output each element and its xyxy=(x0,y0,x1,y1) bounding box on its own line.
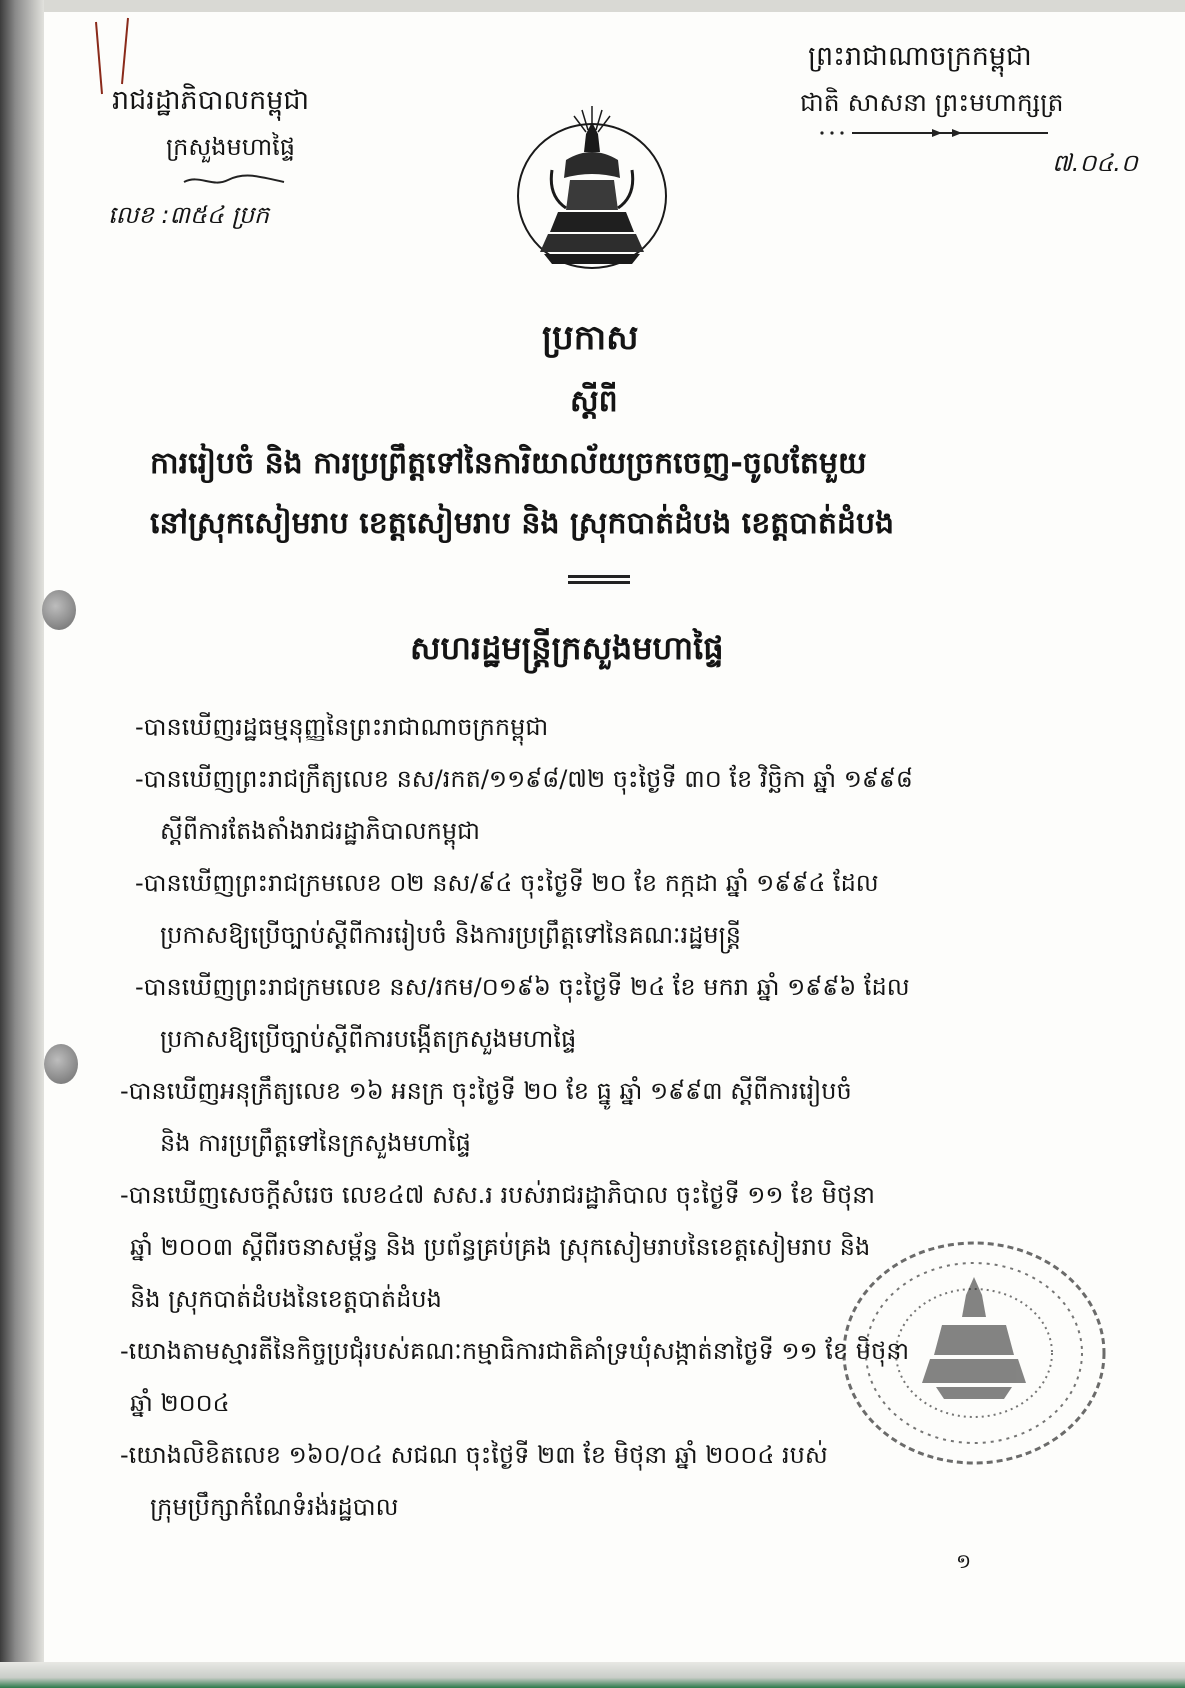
scan-top-edge xyxy=(0,0,1185,12)
body-line: -បានឃើញសេចក្តីសំរេច លេខ៤៧ សស.រ របស់រាជរដ្ឋាភិបាល ចុះថ្ងៃទី ១១ ខែ មិថុនា xyxy=(120,1181,876,1209)
body-line: ប្រកាសឱ្យប្រើច្បាប់ស្តីពីការបង្កើតក្រសួងមហាផ្ទៃ xyxy=(160,1025,577,1053)
body-line: ឆ្នាំ ២០០៣ ស្តីពីរចនាសម្ព័ន្ធ និង ប្រព័ន្ធគ្រប់គ្រង ស្រុកសៀមរាបនៃខេត្តសៀមរាប និង xyxy=(130,1233,871,1261)
scan-left-edge xyxy=(0,0,44,1688)
body-line: -យោងលិខិតលេខ ១៦០/០៤ សជណ ចុះថ្ងៃទី ២៣ ខែ មិថុនា ឆ្នាំ ២០០៤ របស់ xyxy=(120,1441,828,1469)
body-line: -យោងតាមស្មារតីនៃកិច្ចប្រជុំរបស់គណៈកម្មាធិការជាតិគាំទ្រឃុំសង្កាត់នាថ្ងៃទី ១១ ខែ មិថុនា xyxy=(120,1337,910,1365)
title-about: ស្តីពី xyxy=(570,384,618,419)
title-divider-bottom xyxy=(568,581,630,584)
body-line: ប្រកាសឱ្យប្រើច្បាប់ស្តីពីការរៀបចំ និងការប្រព្រឹត្តទៅនៃគណៈរដ្ឋមន្ត្រី xyxy=(160,921,741,949)
body-line: និង ការប្រព្រឹត្តទៅនៃក្រសួងមហាផ្ទៃ xyxy=(160,1129,471,1157)
page-number: ១ xyxy=(956,1549,972,1573)
body-line: -បានឃើញរដ្ឋធម្មនុញ្ញនៃព្រះរាជាណាចក្រកម្ពុជា xyxy=(135,713,549,741)
royal-emblem-icon xyxy=(508,100,676,276)
document-type-title: ប្រកាស xyxy=(542,318,639,358)
subject-line-2: នៅស្រុកសៀមរាប ខេត្តសៀមរាប និង ស្រុកបាត់ដំបង ខេត្តបាត់ដំបង xyxy=(150,506,895,541)
ministry-name: ក្រសួងមហាផ្ទៃ xyxy=(166,133,296,161)
body-line: -បានឃើញព្រះរាជក្រមលេខ នស/រកម/០១៩៦ ចុះថ្ងៃទី ២៤ ខែ មករា ឆ្នាំ ១៩៩៦ ដែល xyxy=(135,973,910,1001)
body-line: -បានឃើញព្រះរាជក្រឹត្យលេខ នស/រកត/១១៩៨/៧២ ចុះថ្ងៃទី ៣០ ខែ វិច្ឆិកា ឆ្នាំ ១៩៩៨ xyxy=(135,765,913,793)
issuer-heading: សហរដ្ឋមន្ត្រីក្រសួងមហាផ្ទៃ xyxy=(410,629,724,667)
body-line: ក្រុមប្រឹក្សាកំណែទំរង់រដ្ឋបាល xyxy=(150,1493,399,1521)
title-divider-top xyxy=(568,575,630,578)
body-line: និង ស្រុកបាត់ដំបងនៃខេត្តបាត់ដំបង xyxy=(130,1285,442,1313)
ornament-divider-left xyxy=(180,172,290,190)
punch-hole-top xyxy=(42,590,76,630)
handwritten-date: ៧.០៤.០ xyxy=(1052,149,1138,177)
body-line: -បានឃើញអនុក្រឹត្យលេខ ១៦ អនក្រ ចុះថ្ងៃទី ២០ ខែ ធ្នូ ឆ្នាំ ១៩៩៣ ស្តីពីការរៀបចំ xyxy=(120,1077,852,1105)
scan-bottom-edge xyxy=(0,1662,1185,1688)
reference-number: លេខ :៣៥៤ ប្រក xyxy=(108,201,270,229)
ornament-divider-right xyxy=(812,126,1052,140)
kingdom-name: ព្រះរាជាណាចក្រកម្ពុជា xyxy=(808,41,1032,72)
body-line: -បានឃើញព្រះរាជក្រមលេខ ០២ នស/៩៤ ចុះថ្ងៃទី ២០ ខែ កក្កដា ឆ្នាំ ១៩៩៤ ដែល xyxy=(135,869,879,897)
subject-line-1: ការរៀបចំ និង ការប្រព្រឹត្តទៅនៃការិយាល័យច្រកចេញ-ចូលតែមួយ xyxy=(150,446,867,481)
body-line: ឆ្នាំ ២០០៤ xyxy=(130,1389,230,1417)
body-line: ស្តីពីការតែងតាំងរាជរដ្ឋាភិបាលកម្ពុជា xyxy=(160,817,480,845)
official-seal-icon xyxy=(838,1237,1110,1469)
government-name: រាជរដ្ឋាភិបាលកម្ពុជា xyxy=(112,85,310,116)
national-motto: ជាតិ សាសនា ព្រះមហាក្សត្រ xyxy=(800,88,1064,117)
punch-hole-bottom xyxy=(44,1044,78,1084)
